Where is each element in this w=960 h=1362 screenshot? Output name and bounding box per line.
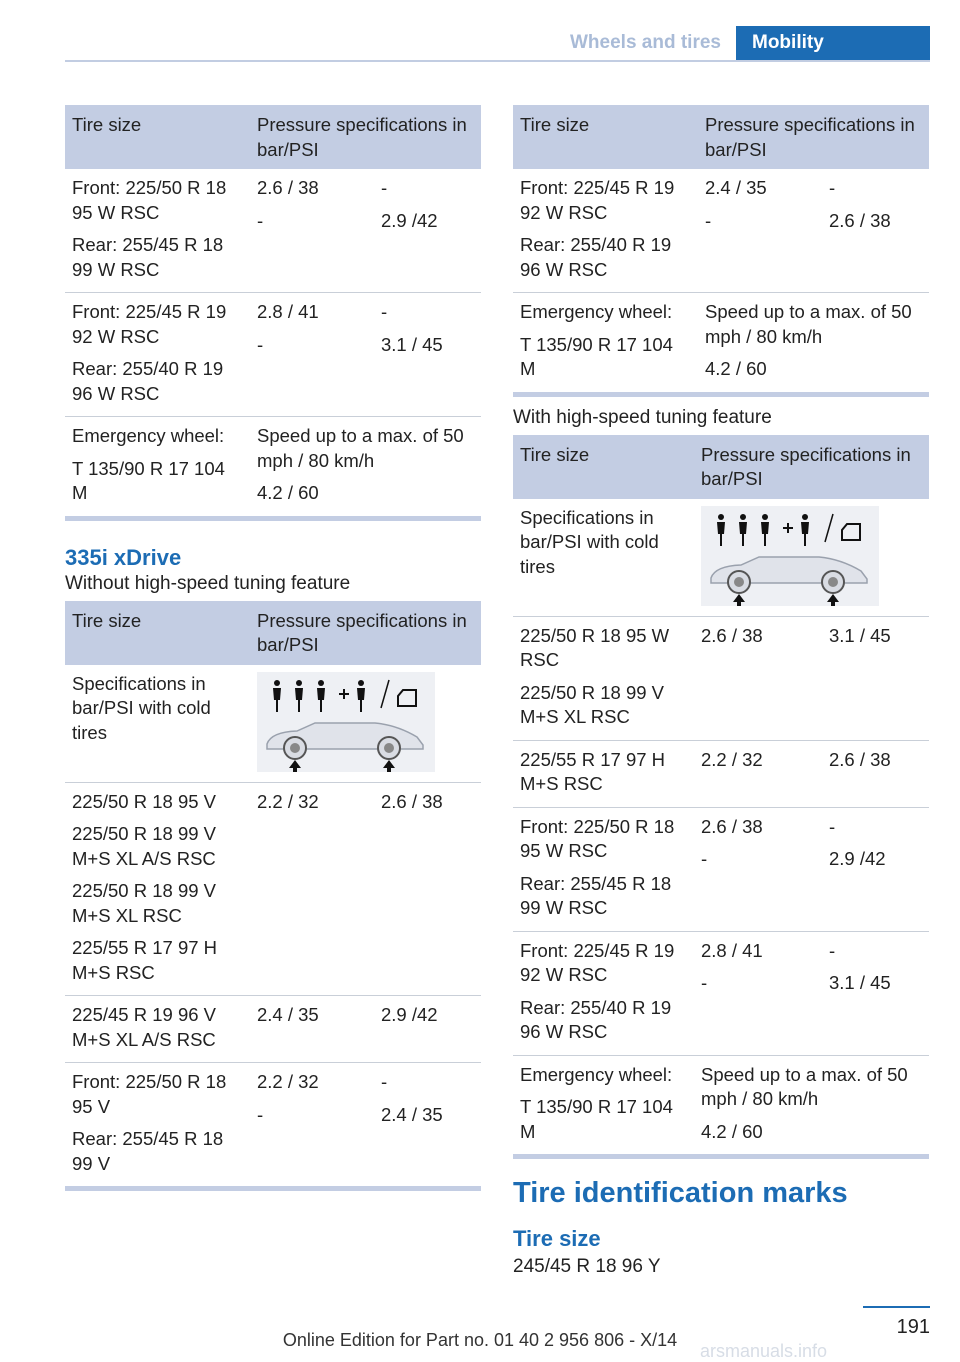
cell-line: 2.9 /42: [381, 1004, 438, 1025]
cell-line: -: [829, 815, 836, 837]
emergency-wheel-row: [513, 1055, 929, 1157]
cell-line: 2.8 / 41: [701, 939, 763, 961]
cell-line: -: [701, 972, 708, 993]
tire-size-cell: [65, 293, 250, 417]
pressure-cell-b: [822, 616, 929, 740]
cell-line: Front: 225/45 R 19 92 W RSC: [520, 939, 675, 985]
emergency-size: T 135/90 R 17 104 M: [72, 457, 225, 503]
cell-line: 2.6 / 38: [829, 209, 891, 231]
emergency-size: T 135/90 R 17 104 M: [520, 1096, 673, 1142]
cell-line: Front: 225/50 R 18 95 V: [72, 1071, 227, 1117]
pressure-table-3: [513, 105, 929, 397]
pressure-cell-b: [822, 169, 929, 293]
pressure-cell-a: [694, 740, 822, 807]
cell-line: 2.2 / 32: [257, 1071, 319, 1092]
cell-line: -: [257, 209, 264, 231]
spec-label: Specifications in bar/PSI with cold tires: [65, 665, 250, 783]
emergency-speed: Speed up to a max. of 50 mph / 80 km/h: [701, 1063, 908, 1109]
cell-line: 225/50 R 18 95 V: [72, 790, 216, 812]
tire-size-cell: [513, 169, 698, 293]
cell-line: 225/55 R 17 97 H M+S RSC: [72, 937, 218, 983]
emergency-pressure: 4.2 / 60: [257, 482, 319, 503]
column-header-tire-size: Tire size: [65, 105, 250, 169]
cell-line: 3.1 / 45: [829, 972, 891, 993]
column-header-pressure: Pressure specifications in bar/PSI: [250, 601, 481, 665]
cell-line: 2.9 /42: [829, 848, 886, 869]
cell-line: 2.4 / 35: [705, 177, 767, 198]
occupants-load-icon: [717, 514, 833, 546]
sub-heading: Tire size: [513, 1226, 601, 1251]
right-column: [513, 105, 929, 1278]
table-row: [513, 740, 929, 807]
cell-line: -: [705, 209, 712, 231]
pictogram-cell: [250, 665, 481, 783]
pressure-cell-b: [374, 1063, 481, 1189]
table-body: [65, 169, 481, 417]
pressure-cell-b: [374, 782, 481, 996]
section-heading: Tire identification marks: [513, 1177, 848, 1209]
cell-line: -: [829, 939, 836, 961]
model-heading: 335i xDrive: [65, 544, 182, 570]
table-body: [65, 782, 481, 1189]
cold-tire-spec-row: [513, 499, 929, 617]
table-row: [65, 996, 481, 1063]
cell-line: 3.1 / 45: [829, 624, 891, 646]
cell-line: 2.6 / 38: [701, 624, 763, 646]
cell-line: Rear: 255/40 R 19 96 W RSC: [520, 234, 672, 280]
table-caption: With high-speed tuning feature: [513, 406, 772, 428]
cold-tire-spec-row: [65, 665, 481, 783]
cell-line: 2.2 / 32: [257, 790, 319, 812]
pressure-cell-b: [822, 740, 929, 807]
left-column: [65, 105, 481, 1191]
cell-line: 2.6 / 38: [381, 790, 443, 812]
car-side-tire-icon: [267, 723, 423, 772]
emergency-label: Emergency wheel:: [72, 425, 225, 446]
header-rule: [65, 60, 930, 62]
table-row: [513, 931, 929, 1055]
emergency-speed: Speed up to a max. of 50 mph / 80 km/h: [257, 425, 464, 471]
pressure-cell-b: [374, 293, 481, 417]
cell-line: 2.6 / 38: [829, 748, 891, 770]
tire-size-cell: [65, 996, 250, 1063]
column-header-tire-size: Tire size: [513, 105, 698, 169]
cell-line: 225/50 R 18 99 V M+S XL RSC: [520, 681, 664, 727]
tire-size-cell: [513, 740, 694, 807]
pressure-cell-a: [250, 996, 374, 1063]
cell-line: 2.4 / 35: [381, 1103, 443, 1125]
column-header-pressure: Pressure specifications in bar/PSI: [698, 105, 929, 169]
tire-size-cell: [65, 782, 250, 996]
cell-line: -: [381, 301, 388, 322]
column-header-pressure: Pressure specifications in bar/PSI: [250, 105, 481, 169]
cell-line: Front: 225/45 R 19 92 W RSC: [520, 177, 675, 223]
cell-line: Rear: 255/40 R 19 96 W RSC: [520, 996, 672, 1042]
cell-line: 225/50 R 18 95 W RSC: [520, 624, 670, 670]
cell-line: 2.6 / 38: [701, 815, 763, 837]
cell-line: Rear: 255/40 R 19 96 W RSC: [72, 358, 224, 404]
cell-line: 2.9 /42: [381, 209, 438, 231]
table-row: [513, 807, 929, 931]
cell-line: -: [257, 1103, 264, 1125]
pressure-cell-b: [822, 931, 929, 1055]
pressure-cell-a: [694, 931, 822, 1055]
cell-line: 225/45 R 19 96 V M+S XL A/S RSC: [72, 1004, 216, 1050]
table-caption: Without high-speed tuning feature: [65, 572, 351, 594]
table-row: [513, 616, 929, 740]
watermark: arsmanuals.info: [700, 1341, 828, 1361]
tire-size-cell: [513, 616, 694, 740]
luggage-icon: [398, 690, 416, 706]
table-row: [65, 293, 481, 417]
table-row: [65, 1063, 481, 1189]
column-header-pressure: Pressure specifications in bar/PSI: [694, 435, 929, 499]
load-pictogram: [701, 506, 879, 606]
cell-line: 2.4 / 35: [257, 1004, 319, 1025]
occupants-load-icon: [273, 680, 389, 712]
cell-line: Front: 225/50 R 18 95 W RSC: [72, 177, 227, 223]
table-body: [513, 616, 929, 1055]
spec-label: Specifications in bar/PSI with cold tires: [513, 499, 694, 617]
cell-line: Rear: 255/45 R 18 99 W RSC: [72, 234, 224, 280]
pressure-cell-b: [374, 996, 481, 1063]
pressure-cell-a: [250, 782, 374, 996]
cell-line: 3.1 / 45: [381, 333, 443, 355]
cell-line: 225/50 R 18 99 V M+S XL RSC: [72, 880, 216, 926]
table-row: [65, 169, 481, 293]
cell-line: 225/50 R 18 99 V M+S XL A/S RSC: [72, 823, 216, 869]
tire-size-cell: [65, 1063, 250, 1189]
cell-line: -: [381, 177, 388, 198]
header-chapter-tab: Mobility: [736, 26, 930, 60]
pressure-cell-a: [694, 616, 822, 740]
emergency-pressure: 4.2 / 60: [701, 1120, 763, 1142]
column-header-tire-size: Tire size: [513, 435, 694, 499]
pictogram-cell: [694, 499, 929, 617]
cell-line: 225/55 R 17 97 H M+S RSC: [520, 748, 666, 794]
table-row: [513, 169, 929, 293]
cell-line: 2.6 / 38: [257, 177, 319, 198]
tire-size-example: 245/45 R 18 96 Y: [513, 1256, 661, 1277]
pressure-cell-a: [250, 293, 374, 417]
emergency-label: Emergency wheel:: [520, 1063, 673, 1085]
cell-line: -: [701, 848, 708, 869]
cell-line: -: [257, 333, 264, 355]
pressure-cell-b: [374, 169, 481, 293]
table-body: [513, 169, 929, 293]
cell-line: Front: 225/45 R 19 92 W RSC: [72, 301, 227, 347]
tire-size-cell: [65, 169, 250, 293]
table-row: [65, 782, 481, 996]
pressure-cell-a: [250, 1063, 374, 1189]
pressure-table-2: [65, 601, 481, 1192]
pressure-cell-a: [698, 169, 822, 293]
pressure-cell-a: [250, 169, 374, 293]
cell-line: -: [829, 177, 836, 198]
emergency-label: Emergency wheel:: [520, 301, 673, 322]
cell-line: 2.2 / 32: [701, 748, 763, 770]
emergency-speed: Speed up to a max. of 50 mph / 80 km/h: [705, 301, 912, 347]
cell-line: -: [381, 1071, 388, 1092]
tire-size-cell: [513, 807, 694, 931]
cell-line: Rear: 255/45 R 18 99 V: [72, 1128, 224, 1174]
tire-size-cell: [513, 931, 694, 1055]
column-header-tire-size: Tire size: [65, 601, 250, 665]
emergency-size: T 135/90 R 17 104 M: [520, 333, 673, 379]
cell-line: Front: 225/50 R 18 95 W RSC: [520, 815, 675, 861]
pressure-cell-a: [694, 807, 822, 931]
emergency-pressure: 4.2 / 60: [705, 358, 767, 379]
cell-line: Rear: 255/45 R 18 99 W RSC: [520, 872, 672, 918]
luggage-icon: [842, 524, 860, 540]
load-pictogram: [257, 672, 435, 772]
cell-line: 2.8 / 41: [257, 301, 319, 322]
emergency-wheel-row: [65, 417, 481, 519]
emergency-wheel-row: [513, 293, 929, 395]
pressure-table-1: [65, 105, 481, 521]
page-number: 191: [896, 1316, 930, 1338]
page-number-rule: [863, 1306, 930, 1308]
edition-footer: Online Edition for Part no. 01 40 2 956 806 - X/14: [282, 1330, 678, 1350]
pressure-cell-b: [822, 807, 929, 931]
car-side-tire-icon: [711, 557, 867, 606]
pressure-table-4: [513, 435, 929, 1160]
header-section-title: Wheels and tires: [570, 32, 721, 53]
